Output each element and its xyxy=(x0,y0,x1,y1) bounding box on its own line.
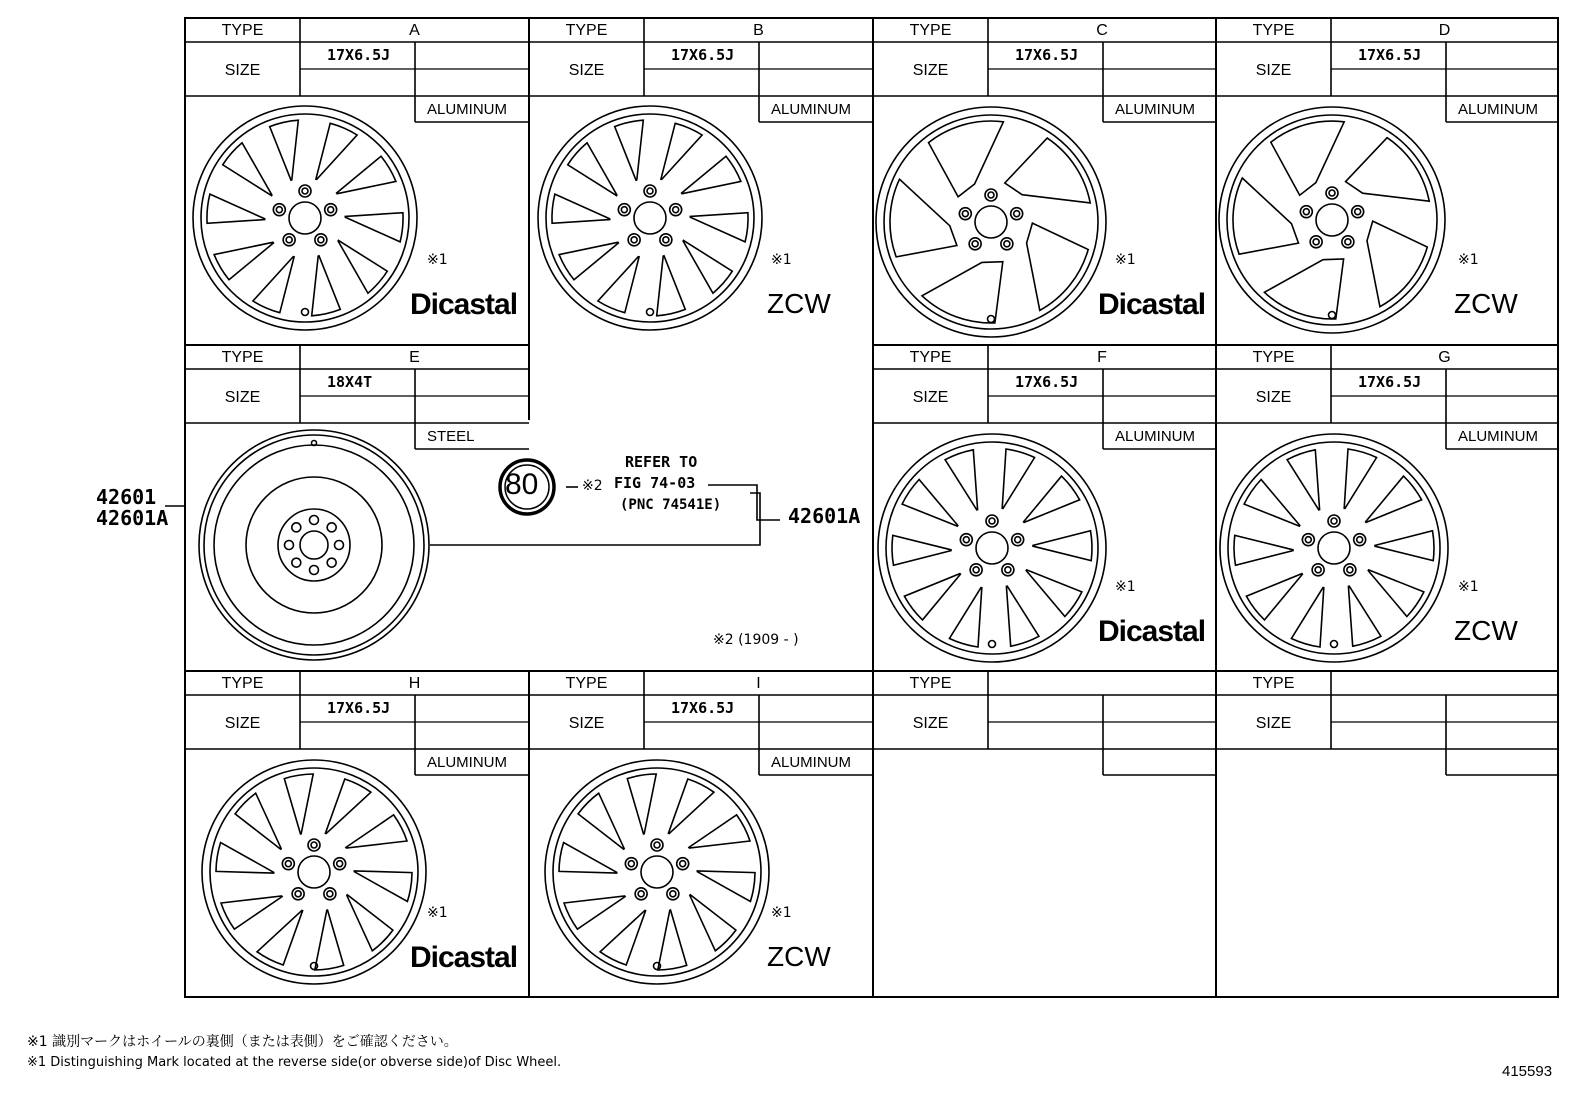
material-value: ALUMINUM xyxy=(1115,101,1196,118)
type-value: F xyxy=(1097,349,1107,366)
type-label: TYPE xyxy=(1252,349,1295,366)
type-value: B xyxy=(753,22,764,39)
ref-line-1: REFER TO xyxy=(625,453,698,471)
brand-zcw: ZCW xyxy=(1454,288,1518,319)
note-mark: ※1 xyxy=(427,252,448,268)
size-label: SIZE xyxy=(224,62,261,79)
type-label: TYPE xyxy=(909,349,952,366)
note-mark: ※1 xyxy=(427,905,448,921)
material-value: STEEL xyxy=(427,428,475,445)
size-label: SIZE xyxy=(1255,389,1292,406)
type-label: TYPE xyxy=(909,22,952,39)
wheel-f-drawing xyxy=(878,434,1106,662)
ref-line-2: FIG 74-03 xyxy=(614,474,696,492)
material-value: ALUMINUM xyxy=(771,754,852,771)
brand-zcw: ZCW xyxy=(767,941,831,972)
brand-dicastal: Dicastal xyxy=(410,941,518,974)
wheel-g-drawing xyxy=(1220,434,1448,662)
size-value: 17X6.5J xyxy=(327,699,391,717)
ref-line-3: (PNC 74541E) xyxy=(620,497,722,513)
size-value: 17X6.5J xyxy=(671,699,735,717)
size-value: 17X6.5J xyxy=(1015,373,1079,391)
footnote-english: ※1 Distinguishing Mark located at the reverse side(or obverse side)of Disc Wheel. xyxy=(27,1055,562,1070)
type-label: TYPE xyxy=(565,22,608,39)
size-label: SIZE xyxy=(1255,715,1292,732)
type-label: TYPE xyxy=(221,22,264,39)
part-number-right: 42601A xyxy=(788,504,861,528)
material-value: ALUMINUM xyxy=(771,101,852,118)
size-label: SIZE xyxy=(224,389,261,406)
size-value: 17X6.5J xyxy=(1358,46,1422,64)
note-mark: ※1 xyxy=(771,905,792,921)
ref-circle-number: 80 xyxy=(505,468,539,501)
type-label: TYPE xyxy=(909,675,952,692)
type-label: TYPE xyxy=(1252,675,1295,692)
part-number-left-1: 42601 xyxy=(96,485,157,509)
wheel-c-drawing xyxy=(876,107,1106,337)
note-mark: ※1 xyxy=(771,252,792,268)
size-label: SIZE xyxy=(912,62,949,79)
type-value: A xyxy=(409,22,420,39)
note-mark: ※1 xyxy=(1115,252,1136,268)
material-value: ALUMINUM xyxy=(427,101,508,118)
note-mark: ※1 xyxy=(1458,252,1479,268)
size-label: SIZE xyxy=(568,715,605,732)
wheel-i-drawing xyxy=(545,760,769,984)
size-value: 17X6.5J xyxy=(671,46,735,64)
footnote-japanese: ※1 識別マークはホイールの裏側（または表側）をご確認ください。 xyxy=(27,1034,458,1050)
ref-mark: ※2 xyxy=(582,478,603,494)
size-value: 17X6.5J xyxy=(1358,373,1422,391)
size-value: 18X4T xyxy=(327,373,373,391)
size-label: SIZE xyxy=(224,715,261,732)
wheel-a-drawing xyxy=(193,106,417,330)
type-value: H xyxy=(408,675,421,692)
brand-zcw: ZCW xyxy=(767,288,831,319)
wheel-d-drawing xyxy=(1219,107,1445,333)
type-label: TYPE xyxy=(221,349,264,366)
brand-dicastal: Dicastal xyxy=(1098,615,1206,648)
brand-zcw: ZCW xyxy=(1454,615,1518,646)
note-mark: ※1 xyxy=(1115,579,1136,595)
ref-period: ※2 (1909 - ) xyxy=(713,632,799,648)
illustration-id: 415593 xyxy=(1502,1063,1553,1080)
part-number-left-2: 42601A xyxy=(96,506,169,530)
type-label: TYPE xyxy=(1252,22,1295,39)
type-value: E xyxy=(409,349,420,366)
wheel-e-steel-drawing xyxy=(199,430,429,660)
wheel-b-drawing xyxy=(538,106,762,330)
size-value: 17X6.5J xyxy=(1015,46,1079,64)
size-label: SIZE xyxy=(1255,62,1292,79)
type-value: C xyxy=(1096,22,1108,39)
size-value: 17X6.5J xyxy=(327,46,391,64)
size-label: SIZE xyxy=(568,62,605,79)
type-value: I xyxy=(756,675,761,692)
material-value: ALUMINUM xyxy=(1458,428,1539,445)
material-value: ALUMINUM xyxy=(1115,428,1196,445)
brand-dicastal: Dicastal xyxy=(410,288,518,321)
type-value: D xyxy=(1438,22,1451,39)
brand-dicastal: Dicastal xyxy=(1098,288,1206,321)
type-value: G xyxy=(1438,349,1451,366)
wheel-h-drawing xyxy=(202,760,426,984)
size-label: SIZE xyxy=(912,715,949,732)
note-mark: ※1 xyxy=(1458,579,1479,595)
material-value: ALUMINUM xyxy=(427,754,508,771)
material-value: ALUMINUM xyxy=(1458,101,1539,118)
type-label: TYPE xyxy=(565,675,608,692)
type-label: TYPE xyxy=(221,675,264,692)
size-label: SIZE xyxy=(912,389,949,406)
